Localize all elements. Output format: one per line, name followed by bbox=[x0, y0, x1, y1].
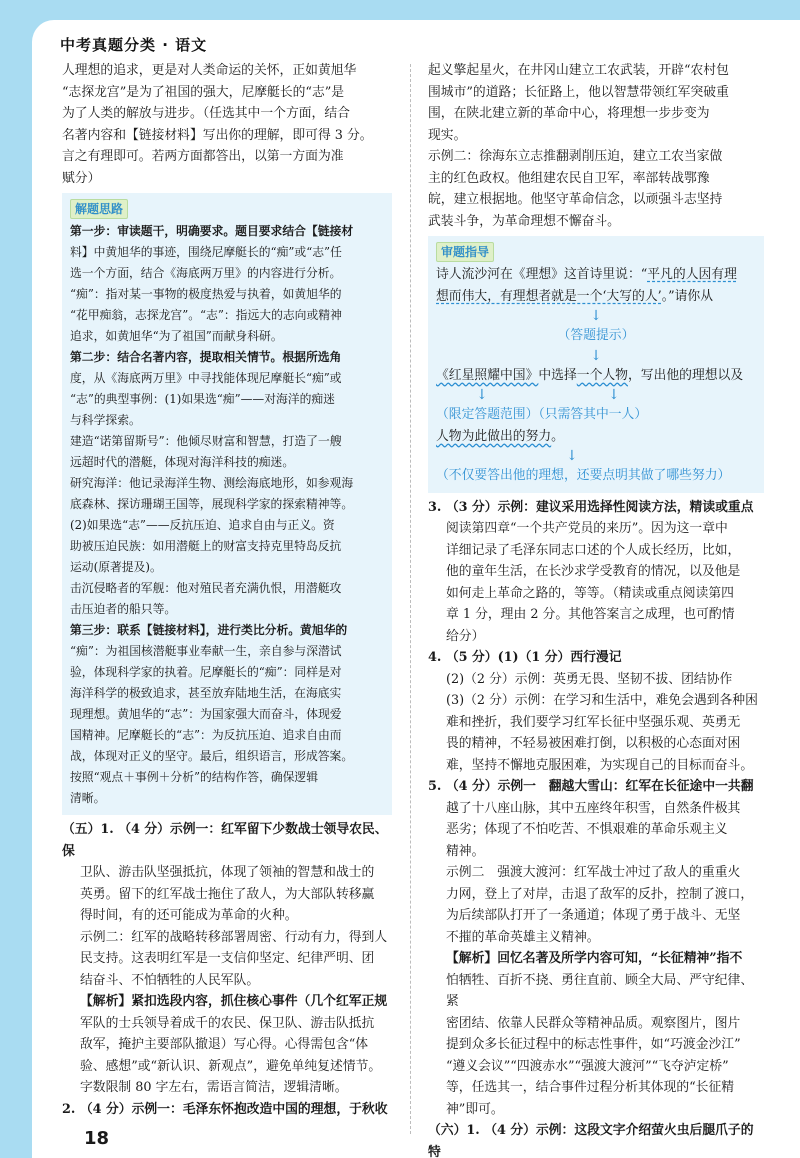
hint-label: （只需答其中一人） bbox=[538, 407, 648, 422]
text-line: 卫队、游击队坚强抵抗，体现了领袖的智慧和战士的 bbox=[80, 865, 375, 880]
text-line: 等，任选其一，结合事件过程分析其体现的“长征精 bbox=[446, 1080, 735, 1095]
step-line: 远超时代的潜艇，体现对海洋科技的痴迷。 bbox=[70, 455, 295, 469]
section-six-line: （六）1. （4 分）示例：这段文字介绍萤火虫后腿爪子的特 bbox=[428, 1123, 754, 1158]
step-line: “志”的典型事例：(1)如果选“痴”——对海洋的痴迷 bbox=[70, 392, 335, 406]
text-line: 怕牺牲、百折不挠、勇往直前、顾全大局、严守纪律、紧 bbox=[446, 972, 754, 1009]
guide-text: 。”请你从 bbox=[661, 288, 714, 304]
text-line: 示例二 强渡大渡河：红军战士冲过了敌人的重重火 bbox=[446, 865, 741, 880]
text-line: 难和挫折，我们要学习红军长征中坚强乐观、英勇无 bbox=[446, 714, 741, 730]
text-line: 围，在陕北建立新的革命中心，将理想一步步变为 bbox=[428, 106, 710, 121]
question-line: 4. （5 分）(1)（1 分）西行漫记 bbox=[428, 650, 622, 665]
text-line: 字数限制 80 字左右，需语言简洁，逻辑清晰。 bbox=[80, 1080, 348, 1095]
analysis-line: 【解析】紧扣选段内容，抓住核心事件（几个红军正规 bbox=[80, 994, 388, 1009]
step-line: “痴”：指对某一事物的极度热爱与执着，如黄旭华的 bbox=[70, 287, 342, 301]
step-line: 追求，如黄旭华“为了祖国”而献身科研。 bbox=[70, 329, 283, 343]
text-line: 现实。 bbox=[428, 127, 467, 143]
text-line: “遵义会议”“四渡赤水”“强渡大渡河”“飞夺泸定桥” bbox=[446, 1058, 729, 1074]
text-line: 越了十八座山脉，其中五座终年积雪，自然条件极其 bbox=[446, 800, 741, 816]
step-line: 研究海洋：他记录海洋生物、测绘海底地形，如参观海 bbox=[70, 476, 354, 490]
step-line: 选一个方面，结合《海底两万里》的内容进行分析。 bbox=[70, 266, 342, 280]
text-line: 英勇。留下的红军战士拖住了敌人，为大部队转移赢 bbox=[80, 886, 375, 902]
down-arrow-icon: ↓ bbox=[476, 387, 488, 403]
guide-underlined: 平凡的人因有理 bbox=[647, 267, 737, 282]
guide-underlined: 一个人物 bbox=[576, 367, 628, 383]
step-line: 料】中黄旭华的事迹，围绕尼摩艇长的“痴”或“志”任 bbox=[70, 245, 342, 259]
step-line: 第三步：联系【链接材料】，进行类比分析。黄旭华的 bbox=[70, 623, 348, 637]
text-line: 示例二：红军的战略转移部署周密、行动有力，得到人 bbox=[80, 929, 388, 945]
text-line: (2)（2 分）示例：英勇无畏、坚韧不拔、团结协作 bbox=[446, 671, 733, 687]
text-line: (3)（2 分）示例：在学习和生活中，难免会遇到各种困 bbox=[446, 693, 758, 708]
down-arrow-icon: ↓ bbox=[608, 387, 620, 403]
down-arrow-icon: ↓ bbox=[566, 448, 578, 464]
text-line: 赋分） bbox=[62, 170, 101, 186]
text-line: 起义擎起星火，在井冈山建立工农武装，开辟“农村包 bbox=[428, 63, 729, 78]
guide-text: 。 bbox=[551, 428, 564, 444]
text-line: 人理想的追求，更是对人类命运的关怀，正如黄旭华 bbox=[62, 63, 357, 78]
step-line: 第一步：审读题干，明确要求。题目要求结合【链接材 bbox=[70, 224, 354, 238]
text-line: 示例二：徐海东立志推翻剥削压迫，建立工农当家做 bbox=[428, 149, 723, 164]
hint-label: （不仅要答出他的理想，还要点明其做了哪些努力） bbox=[436, 468, 731, 483]
intro-block bbox=[62, 60, 392, 189]
step-line: 底森林、探访珊瑚王国等，展现科学家的探索精神等。 bbox=[70, 497, 354, 511]
page-number: 18 bbox=[84, 1128, 110, 1149]
section-five bbox=[62, 819, 392, 1120]
guide-line bbox=[436, 365, 756, 387]
down-arrow-icon: ↓ bbox=[590, 308, 602, 324]
step-line: 运动(原著提及)。 bbox=[70, 560, 162, 574]
step-line: 度，从《海底两万里》中寻找能体现尼摩艇长“痴”或 bbox=[70, 371, 342, 385]
text-line: 民支持。这表明红军是一支信仰坚定、纪律严明、团 bbox=[80, 951, 375, 966]
guide-line bbox=[436, 426, 756, 448]
down-arrow-icon: ↓ bbox=[590, 347, 602, 364]
text-line: 不摧的革命英雄主义精神。 bbox=[446, 929, 600, 945]
hint-label: （答题提示） bbox=[557, 328, 635, 343]
step-line: 国精神。尼摩艇长的“志”：为反抗压迫、追求自由而 bbox=[70, 728, 342, 742]
question-line: （五）1. （4 分）示例一：红军留下少数战士领导农民、保 bbox=[62, 822, 388, 859]
text-line: 章 1 分，理由 2 分。其他答案言之成理，也可酌情 bbox=[446, 607, 735, 622]
text-line: 言之有理即可。若两方面都答出，以第一方面为准 bbox=[62, 149, 344, 164]
text-line: 验、感想”或“新认识、新观点”，避免单纯复述情节。 bbox=[80, 1058, 382, 1074]
arrow-row bbox=[436, 386, 756, 404]
text-line: 为了人类的解放与进步。（任选其中一个方面，结合 bbox=[62, 106, 350, 121]
question-line: 2. （4 分）示例一：毛泽东怀抱改造中国的理想，于秋收 bbox=[62, 1101, 388, 1117]
column-divider bbox=[410, 64, 411, 1134]
question-4 bbox=[428, 647, 764, 776]
guide-box bbox=[428, 236, 764, 493]
question-5 bbox=[428, 776, 764, 1120]
step-line: 与科学探索。 bbox=[70, 413, 141, 427]
right-column bbox=[428, 60, 764, 1158]
question-line: 5. （4 分）示例一 翻越大雪山：红军在长征途中一共翻 bbox=[428, 779, 754, 794]
text-line: 敌军，掩护主要部队撤退）写心得。心得需包含“体 bbox=[80, 1037, 369, 1052]
text-line: 神”即可。 bbox=[446, 1101, 504, 1117]
step-line: 第二步：结合名著内容，提取相关情节。根据所选角 bbox=[70, 350, 342, 364]
question-3 bbox=[428, 497, 764, 648]
hint-row bbox=[436, 404, 756, 426]
text-line: 给分） bbox=[446, 628, 485, 644]
text-line: 力网，登上了对岸，击退了敌军的反扑，控制了渡口， bbox=[446, 886, 754, 902]
step-line: 海洋科学的极致追求，甚至放弃陆地生活，在海底实 bbox=[70, 686, 342, 700]
guide-line bbox=[436, 286, 756, 308]
text-line: “志探龙宫”是为了祖国的强大，尼摩艇长的“志”是 bbox=[62, 84, 345, 100]
guide-underlined: 人物为此做出的努力 bbox=[436, 428, 552, 444]
step-line: 按照“观点＋事例＋分析”的结构作答，确保逻辑 bbox=[70, 770, 319, 784]
step-line: 建造“诺第留斯号”：他倾尽财富和智慧，打造了一艘 bbox=[70, 434, 342, 448]
guide-text: ，写出他的理想以及 bbox=[627, 367, 744, 383]
text-line: 皖，建立根据地。他坚守革命信念，以顽强斗志坚持 bbox=[428, 192, 723, 207]
step-line: 清晰。 bbox=[70, 791, 106, 805]
step-line: “花甲痴翁，志探龙宫”。“志”：指远大的志向或精神 bbox=[70, 308, 342, 322]
step-line: 战，体现对正义的坚守。最后，组织语言，形成答案。 bbox=[70, 749, 354, 763]
analysis-line: 【解析】回忆名著及所学内容可知，“长征精神”指不 bbox=[446, 951, 743, 966]
text-line: 畏的精神，不轻易被困难打倒，以积极的心态面对困 bbox=[446, 736, 741, 751]
text-line: 密团结、依靠人民群众等精神品质。观察图片，图片 bbox=[446, 1015, 741, 1031]
step-line: 现理想。黄旭华的“志”：为国家强大而奋斗，体现爱 bbox=[70, 707, 342, 721]
step-line: 助被压迫民族：如用潜艇上的财富支持克里特岛反抗 bbox=[70, 539, 342, 553]
text-line: 详细记录了毛泽东同志口述的个人成长经历，比如， bbox=[446, 542, 741, 558]
solution-box bbox=[62, 193, 392, 815]
text-line: 名著内容和【链接材料】写出你的理解，即可得 3 分。 bbox=[62, 127, 373, 143]
guide-line bbox=[436, 264, 756, 286]
step-line: 验，体现科学家的执着。尼摩艇长的“痴”：同样是对 bbox=[70, 665, 342, 679]
text-line: 阅读第四章“一个共产党员的来历”。因为这一章中 bbox=[446, 521, 728, 536]
text-line: 武装斗争，为革命理想不懈奋斗。 bbox=[428, 213, 620, 229]
text-line: 为后续部队打开了一条通道；体现了勇于战斗、无坚 bbox=[446, 908, 741, 923]
text-line: 难，坚持不懈地克服困难，为实现自己的目标而奋斗。 bbox=[446, 757, 754, 773]
question-line: 3. （3 分）示例：建议采用选择性阅读方法，精读或重点 bbox=[428, 499, 754, 515]
text-line: 精神。 bbox=[446, 843, 485, 859]
guide-underlined: 想而伟大，有理想者就是一个‘大写的人’ bbox=[436, 288, 662, 304]
guide-tag: 审题指导 bbox=[436, 242, 494, 262]
answer-page bbox=[32, 20, 800, 1158]
hint-label: （限定答题范围） bbox=[436, 407, 539, 422]
text-line: 如何走上革命之路的，等等。（精读或重点阅读第四 bbox=[446, 585, 734, 601]
text-line: 结奋斗、不怕牺牲的人民军队。 bbox=[80, 972, 260, 988]
continued-answer bbox=[428, 60, 764, 232]
guide-text: 诗人流沙河在《理想》这首诗里说：“ bbox=[436, 267, 648, 282]
guide-underlined: 《红星照耀中国》 bbox=[436, 367, 539, 383]
text-line: 围城市”的道路；长征路上，他以智慧带领红军突破重 bbox=[428, 84, 729, 100]
text-line: 恶劣；体现了不怕吃苦、不惧艰难的革命乐观主义 bbox=[446, 822, 728, 837]
guide-text: 中选择 bbox=[538, 367, 577, 383]
step-line: 击沉侵略者的军舰：他对殖民者充满仇恨，用潜艇攻 bbox=[70, 581, 342, 595]
left-column bbox=[62, 60, 392, 1120]
step-line: 击压迫者的船只等。 bbox=[70, 602, 177, 616]
text-line: 主的红色政权。他组建农民自卫军，率部转战鄂豫 bbox=[428, 170, 710, 186]
page-header: 中考真题分类 · 语文 bbox=[60, 36, 208, 54]
text-line: 军队的士兵领导着成千的农民、保卫队、游击队抵抗 bbox=[80, 1015, 375, 1031]
step-line: (2)如果选“志”——反抗压迫、追求自由与正义。资 bbox=[70, 518, 335, 532]
text-line: 他的童年生活，在长沙求学受教育的情况，以及他是 bbox=[446, 564, 741, 579]
solution-tag: 解题思路 bbox=[70, 199, 128, 219]
step-line: “痴”：为祖国核潜艇事业奉献一生，亲自参与深潜试 bbox=[70, 644, 342, 658]
text-line: 得时间，有的还可能成为革命的火种。 bbox=[80, 908, 298, 923]
text-line: 提到众多长征过程中的标志性事件，如“巧渡金沙江” bbox=[446, 1037, 741, 1052]
